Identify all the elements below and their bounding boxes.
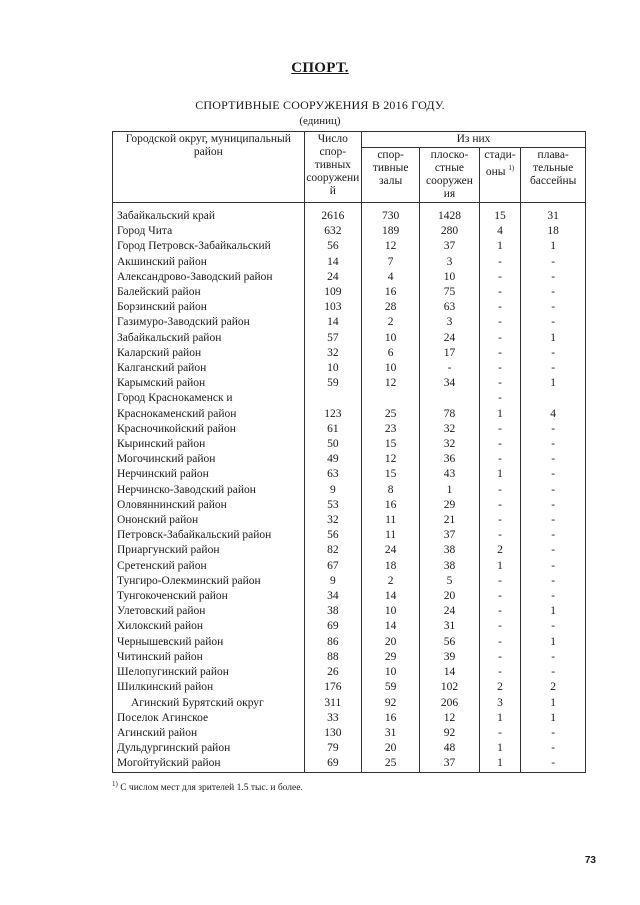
pools-cell: 4: [521, 407, 586, 422]
flat-cell: 37: [420, 528, 479, 543]
table-row: [113, 376, 586, 391]
region-name-cell: Александрово-Заводский район: [113, 270, 305, 285]
table-row: [113, 619, 586, 634]
halls-cell: 10: [361, 331, 419, 346]
region-name-cell: Улетовский район: [113, 604, 305, 619]
table-row: [113, 498, 586, 513]
total-cell: 86: [304, 635, 361, 650]
header-total: Число спор- тивных сооружени й: [304, 132, 361, 203]
halls-cell: 2: [361, 574, 419, 589]
flat-cell: 10: [420, 270, 479, 285]
stadiums-cell: 15: [479, 203, 521, 225]
table-row: [113, 224, 586, 239]
total-cell: 311: [304, 696, 361, 711]
table-row: [113, 239, 586, 254]
halls-cell: 12: [361, 452, 419, 467]
region-name-cell: Читинский район: [113, 650, 305, 665]
halls-cell: 189: [361, 224, 419, 239]
flat-cell: 92: [420, 726, 479, 741]
halls-cell: 6: [361, 346, 419, 361]
header-of-them: Из них: [361, 132, 585, 148]
footnote-text: С числом мест для зрителей 1.5 тыс. и более.: [120, 783, 303, 794]
halls-cell: 15: [361, 437, 419, 452]
flat-cell: 21: [420, 513, 479, 528]
region-name-cell: Шелопугинский район: [113, 665, 305, 680]
stadiums-cell: -: [479, 726, 521, 741]
region-name-cell: Забайкальский край: [113, 203, 305, 225]
halls-cell: 29: [361, 650, 419, 665]
pools-cell: -: [521, 589, 586, 604]
flat-cell: 3: [420, 315, 479, 330]
header-stadiums: стади- оны $^{1)}$: [479, 148, 521, 203]
flat-cell: 102: [420, 680, 479, 695]
pools-cell: -: [521, 498, 586, 513]
halls-cell: 25: [361, 407, 419, 422]
flat-cell: 31: [420, 619, 479, 634]
table-unit: (единиц): [299, 115, 341, 127]
halls-cell: 16: [361, 285, 419, 300]
halls-cell: 7: [361, 255, 419, 270]
region-name-cell: Город Краснокаменск и: [113, 391, 305, 406]
pools-cell: -: [521, 528, 586, 543]
pools-cell: -: [521, 315, 586, 330]
total-cell: 56: [304, 239, 361, 254]
table-row: [113, 452, 586, 467]
sports-facilities-table: [112, 131, 586, 773]
halls-cell: 59: [361, 680, 419, 695]
halls-cell: 16: [361, 498, 419, 513]
pools-cell: 2: [521, 680, 586, 695]
pools-cell: -: [521, 559, 586, 574]
pools-cell: -: [521, 543, 586, 558]
halls-cell: 28: [361, 300, 419, 315]
flat-cell: 32: [420, 422, 479, 437]
region-name-cell: Петровск-Забайкальский район: [113, 528, 305, 543]
halls-cell: [361, 391, 419, 406]
total-cell: 88: [304, 650, 361, 665]
pools-cell: -: [521, 300, 586, 315]
page-title: СПОРТ.: [291, 60, 349, 76]
table-row: [113, 331, 586, 346]
total-cell: [304, 391, 361, 406]
table-row: [113, 422, 586, 437]
table-row: [113, 528, 586, 543]
pools-cell: -: [521, 513, 586, 528]
halls-cell: 8: [361, 483, 419, 498]
stadiums-cell: 1: [479, 559, 521, 574]
table-row: [113, 543, 586, 558]
stadiums-cell: 2: [479, 543, 521, 558]
halls-cell: 20: [361, 741, 419, 756]
table-row: [113, 756, 586, 772]
table-row: [113, 680, 586, 695]
stadiums-cell: -: [479, 483, 521, 498]
total-cell: 61: [304, 422, 361, 437]
halls-cell: 10: [361, 361, 419, 376]
flat-cell: 32: [420, 437, 479, 452]
region-name-cell: Газимуро-Заводский район: [113, 315, 305, 330]
total-cell: 33: [304, 711, 361, 726]
region-name-cell: Тунгиро-Олекминский район: [113, 574, 305, 589]
total-cell: 10: [304, 361, 361, 376]
flat-cell: 56: [420, 635, 479, 650]
total-cell: 32: [304, 513, 361, 528]
table-row: [113, 407, 586, 422]
stadiums-cell: -: [479, 589, 521, 604]
flat-cell: 1428: [420, 203, 479, 225]
stadiums-cell: -: [479, 346, 521, 361]
table-row: [113, 665, 586, 680]
pools-cell: -: [521, 270, 586, 285]
flat-cell: 1: [420, 483, 479, 498]
footnote: [112, 780, 303, 793]
pools-cell: -: [521, 452, 586, 467]
halls-cell: 20: [361, 635, 419, 650]
region-name-cell: Карымский район: [113, 376, 305, 391]
halls-cell: 10: [361, 604, 419, 619]
flat-cell: 3: [420, 255, 479, 270]
total-cell: 14: [304, 315, 361, 330]
table-row: [113, 726, 586, 741]
total-cell: 103: [304, 300, 361, 315]
halls-cell: 11: [361, 528, 419, 543]
total-cell: 63: [304, 467, 361, 482]
pools-cell: -: [521, 756, 586, 772]
flat-cell: 206: [420, 696, 479, 711]
table-row: [113, 467, 586, 482]
stadiums-cell: 1: [479, 741, 521, 756]
flat-cell: 37: [420, 756, 479, 772]
pools-cell: -: [521, 726, 586, 741]
total-cell: 109: [304, 285, 361, 300]
pools-cell: -: [521, 483, 586, 498]
flat-cell: 29: [420, 498, 479, 513]
stadiums-cell: -: [479, 513, 521, 528]
region-name-cell: Город Чита: [113, 224, 305, 239]
pools-cell: -: [521, 650, 586, 665]
region-name-cell: Могойтуйский район: [113, 756, 305, 772]
table-row: [113, 711, 586, 726]
total-cell: 53: [304, 498, 361, 513]
region-name-cell: Борзинский район: [113, 300, 305, 315]
stadiums-cell: -: [479, 528, 521, 543]
region-name-cell: Тунгокоченский район: [113, 589, 305, 604]
region-name-cell: Шилкинский район: [113, 680, 305, 695]
stadiums-cell: -: [479, 270, 521, 285]
pools-cell: -: [521, 467, 586, 482]
total-cell: 32: [304, 346, 361, 361]
pools-cell: -: [521, 619, 586, 634]
stadiums-cell: -: [479, 574, 521, 589]
flat-cell: 14: [420, 665, 479, 680]
flat-cell: 12: [420, 711, 479, 726]
stadiums-cell: 3: [479, 696, 521, 711]
halls-cell: 10: [361, 665, 419, 680]
table-row: [113, 574, 586, 589]
pools-cell: 1: [521, 635, 586, 650]
total-cell: 69: [304, 619, 361, 634]
table-row: [113, 346, 586, 361]
stadiums-cell: -: [479, 498, 521, 513]
flat-cell: 38: [420, 559, 479, 574]
flat-cell: 48: [420, 741, 479, 756]
flat-cell: [420, 391, 479, 406]
total-cell: 49: [304, 452, 361, 467]
halls-cell: 24: [361, 543, 419, 558]
flat-cell: 37: [420, 239, 479, 254]
halls-cell: 23: [361, 422, 419, 437]
flat-cell: 34: [420, 376, 479, 391]
flat-cell: 75: [420, 285, 479, 300]
total-cell: 9: [304, 483, 361, 498]
table-row: [113, 635, 586, 650]
total-cell: 34: [304, 589, 361, 604]
halls-cell: 14: [361, 619, 419, 634]
table-row: [113, 559, 586, 574]
total-cell: 69: [304, 756, 361, 772]
pools-cell: 1: [521, 604, 586, 619]
region-name-cell: Агинский Бурятский округ: [113, 696, 305, 711]
stadiums-cell: -: [479, 361, 521, 376]
header-flat: плоско- стные сооружен ия: [420, 148, 479, 203]
stadiums-cell: 1: [479, 467, 521, 482]
stadiums-cell: -: [479, 285, 521, 300]
pools-cell: 31: [521, 203, 586, 225]
stadiums-cell: -: [479, 331, 521, 346]
region-name-cell: Дульдургинский район: [113, 741, 305, 756]
pools-cell: -: [521, 361, 586, 376]
stadiums-cell: -: [479, 376, 521, 391]
halls-cell: 4: [361, 270, 419, 285]
header-pools: плава- тельные бассейны: [521, 148, 586, 203]
stadiums-cell: -: [479, 300, 521, 315]
halls-cell: 25: [361, 756, 419, 772]
table-row: [113, 589, 586, 604]
region-name-cell: Кыринский район: [113, 437, 305, 452]
pools-cell: 1: [521, 376, 586, 391]
stadiums-cell: -: [479, 635, 521, 650]
halls-cell: 18: [361, 559, 419, 574]
halls-cell: 2: [361, 315, 419, 330]
region-name-cell: Ононский район: [113, 513, 305, 528]
pools-cell: 1: [521, 696, 586, 711]
pools-cell: -: [521, 574, 586, 589]
header-stadiums-mark: 1): [508, 164, 515, 172]
pools-cell: -: [521, 665, 586, 680]
pools-cell: 1: [521, 331, 586, 346]
region-name-cell: Чернышевский район: [113, 635, 305, 650]
total-cell: 38: [304, 604, 361, 619]
table-row: [113, 650, 586, 665]
flat-cell: 24: [420, 331, 479, 346]
pools-cell: [521, 391, 586, 406]
total-cell: 56: [304, 528, 361, 543]
table-row: [113, 696, 586, 711]
halls-cell: 15: [361, 467, 419, 482]
flat-cell: 63: [420, 300, 479, 315]
total-cell: 632: [304, 224, 361, 239]
stadiums-cell: 4: [479, 224, 521, 239]
halls-cell: 11: [361, 513, 419, 528]
total-cell: 130: [304, 726, 361, 741]
table-row: [113, 437, 586, 452]
halls-cell: 16: [361, 711, 419, 726]
table-row: [113, 315, 586, 330]
footnote-mark: 1): [112, 780, 118, 788]
flat-cell: 78: [420, 407, 479, 422]
stadiums-cell: -: [479, 255, 521, 270]
region-name-cell: Хилокский район: [113, 619, 305, 634]
stadiums-cell: -: [479, 665, 521, 680]
table-row: [113, 741, 586, 756]
total-cell: 79: [304, 741, 361, 756]
flat-cell: -: [420, 361, 479, 376]
total-cell: 67: [304, 559, 361, 574]
table-row: [113, 285, 586, 300]
halls-cell: 14: [361, 589, 419, 604]
table-row: [113, 255, 586, 270]
total-cell: 50: [304, 437, 361, 452]
halls-cell: 12: [361, 376, 419, 391]
flat-cell: 38: [420, 543, 479, 558]
halls-cell: 92: [361, 696, 419, 711]
table-row: [113, 270, 586, 285]
pools-cell: -: [521, 422, 586, 437]
region-name-cell: Красночикойский район: [113, 422, 305, 437]
total-cell: 176: [304, 680, 361, 695]
pools-cell: 1: [521, 239, 586, 254]
stadiums-cell: -: [479, 437, 521, 452]
table-row: [113, 203, 586, 225]
flat-cell: 5: [420, 574, 479, 589]
total-cell: 26: [304, 665, 361, 680]
total-cell: 14: [304, 255, 361, 270]
pools-cell: -: [521, 437, 586, 452]
pools-cell: -: [521, 285, 586, 300]
flat-cell: 43: [420, 467, 479, 482]
region-name-cell: Каларский район: [113, 346, 305, 361]
total-cell: 82: [304, 543, 361, 558]
region-name-cell: Калганский район: [113, 361, 305, 376]
total-cell: 2616: [304, 203, 361, 225]
table-row: [113, 300, 586, 315]
stadiums-cell: -: [479, 619, 521, 634]
region-name-cell: Балейский район: [113, 285, 305, 300]
region-name-cell: Забайкальский район: [113, 331, 305, 346]
region-name-cell: Сретенский район: [113, 559, 305, 574]
table-body: [113, 203, 586, 773]
table-row: [113, 604, 586, 619]
stadiums-cell: 1: [479, 239, 521, 254]
pools-cell: -: [521, 741, 586, 756]
region-name-cell: Акшинский район: [113, 255, 305, 270]
stadiums-cell: -: [479, 422, 521, 437]
header-region: Городской округ, муниципальный район: [113, 132, 305, 203]
region-name-cell: Агинский район: [113, 726, 305, 741]
page-number: 73: [584, 855, 596, 866]
total-cell: 24: [304, 270, 361, 285]
stadiums-cell: 1: [479, 407, 521, 422]
table-row: [113, 391, 586, 406]
region-name-cell: Краснокаменский район: [113, 407, 305, 422]
total-cell: 57: [304, 331, 361, 346]
total-cell: 9: [304, 574, 361, 589]
region-name-cell: Нерчинско-Заводский район: [113, 483, 305, 498]
region-name-cell: Могочинский район: [113, 452, 305, 467]
stadiums-cell: 1: [479, 711, 521, 726]
flat-cell: 39: [420, 650, 479, 665]
flat-cell: 280: [420, 224, 479, 239]
flat-cell: 24: [420, 604, 479, 619]
table-row: [113, 361, 586, 376]
flat-cell: 17: [420, 346, 479, 361]
stadiums-cell: -: [479, 391, 521, 406]
stadiums-cell: 1: [479, 756, 521, 772]
region-name-cell: Поселок Агинское: [113, 711, 305, 726]
flat-cell: 36: [420, 452, 479, 467]
table-row: [113, 483, 586, 498]
stadiums-cell: -: [479, 650, 521, 665]
halls-cell: 31: [361, 726, 419, 741]
region-name-cell: Приаргунский район: [113, 543, 305, 558]
header-halls: спор- тивные залы: [361, 148, 419, 203]
total-cell: 59: [304, 376, 361, 391]
pools-cell: 18: [521, 224, 586, 239]
region-name-cell: Оловяннинский район: [113, 498, 305, 513]
region-name-cell: Город Петровск-Забайкальский: [113, 239, 305, 254]
stadiums-cell: -: [479, 452, 521, 467]
pools-cell: -: [521, 255, 586, 270]
table-title: СПОРТИВНЫЕ СООРУЖЕНИЯ В 2016 ГОДУ.: [195, 98, 445, 112]
stadiums-cell: -: [479, 315, 521, 330]
table-row: [113, 513, 586, 528]
flat-cell: 20: [420, 589, 479, 604]
stadiums-cell: -: [479, 604, 521, 619]
total-cell: 123: [304, 407, 361, 422]
halls-cell: 730: [361, 203, 419, 225]
halls-cell: 12: [361, 239, 419, 254]
pools-cell: 1: [521, 711, 586, 726]
region-name-cell: Нерчинский район: [113, 467, 305, 482]
stadiums-cell: 2: [479, 680, 521, 695]
pools-cell: -: [521, 346, 586, 361]
